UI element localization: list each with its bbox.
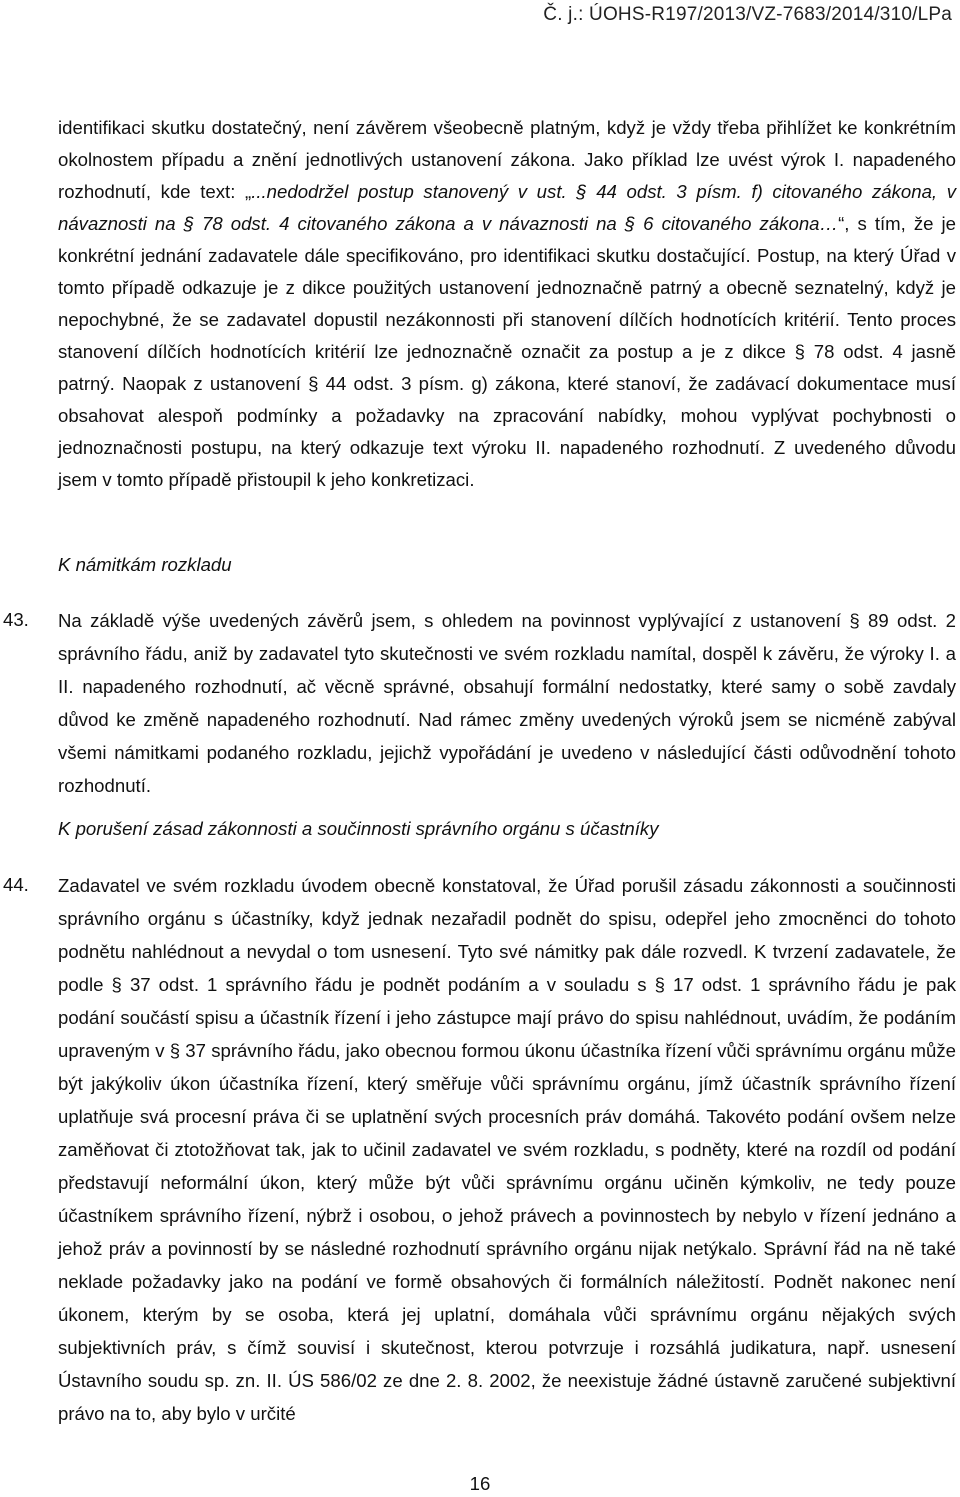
paragraph-number: 43. [3, 609, 29, 630]
document-reference-header: Č. j.: ÚOHS-R197/2013/VZ-7683/2014/310/LPa [543, 4, 952, 25]
page-number: 16 [469, 1473, 491, 1494]
intro-text-part-3: “, s tím, že je konkrétní jednání zadavatele dále specifikováno, pro identifikaci skutku dostačující. Postup, na který Úřad v tomto případě odkazuje je z dikce použitých ustanovení jednoznačně patrný a obecně seznatelný, když je nepochybné, že se zadavatel dopustil nezákonnosti při stanovení dílčích hodnotících kritérií. Tento proces stanovení dílčích hodnotících kritérií lze jednoznačně označit za postup a je z dikce § 78 odst. 4 jasně patrný. Naopak z ustanovení § 44 odst. 3 písm. g) zákona, které stanoví, že zadávací dokumentace musí obsahovat alespoň podmínky a požadavky na zpracování nabídky, mohou vyplývat pochybnosti o jednoznačnosti postupu, na který odkazuje text výroku II. napadeného rozhodnutí. Z uvedeného důvodu jsem v tomto případě přistoupil k jeho konkretizaci. [58, 213, 956, 490]
paragraph-text: Zadavatel ve svém rozkladu úvodem obecně konstatoval, že Úřad porušil zásadu zákonnosti a součinnosti správního orgánu s účastníky, když jednak nezařadil podnět do spisu, odepřel jeho zmocněnci do tohoto podnětu nahlédnout a nevydal o tom usnesení. Tyto své námitky pak dále rozvedl. K tvrzení zadavatele, že podle § 37 odst. 1 správního řádu je podnět podáním a v souladu s § 17 odst. 1 správního řádu je pak podání součástí spisu a účastník řízení i jeho zástupce mají právo do spisu nahlédnout, uvádím, že podáním upraveným v § 37 správního řádu, jako obecnou formou úkonu účastníka řízení vůči správnímu orgánu může být jakýkoliv úkon účastníka řízení, který směřuje vůči správnímu orgánu, jímž účastník správního řízení uplatňuje svá procesní práva či se uplatnění svých procesních práv domáhá. Takovéto podání ovšem nelze zaměňovat či ztotožňovat tak, jak to učinil zadavatel ve svém rozkladu, s podněty, které na rozdíl od podání představují neformální úkon, který může být vůči správnímu orgánu učiněn kýmkoliv, ne tedy pouze účastníkem správního řízení, nýbrž i osobou, o jehož právech a povinnostech by nebylo v řízení jednáno a jehož práv a povinností by se následné rozhodnutí správního orgánu nijak netýkalo. Správní řád na ně také neklade požadavky jako na podání ve formě obsahových či formálních náležitostí. Podnět nakonec není úkonem, kterým by se osoba, která jej uplatní, domáhala vůči správnímu orgánu nějakých svých subjektivních práv, s čímž souvisí i skutečnost, kterou potvrzuje i rozsáhlá judikatura, např. usnesení Ústavního soudu sp. zn. II. ÚS 586/02 ze dne 2. 8. 2002, že neexistuje žádné ústavně zaručené subjektivní právo na to, aby bylo v určité [58, 875, 956, 1424]
paragraph-number: 44. [3, 874, 29, 895]
paragraph-text: Na základě výše uvedených závěrů jsem, s ohledem na povinnost vyplývající z ustanovení § 89 odst. 2 správního řádu, aniž by zadavatel tyto skutečnosti ve svém rozkladu namítal, dospěl k závěru, že výroky I. a II. napadeného rozhodnutí, ač věcně správné, obsahují formální nedostatky, které samy o sobě zavdaly důvod ke změně napadeného rozhodnutí. Nad rámec změny uvedených výroků jsem se nicméně zabýval všemi námitkami podaného rozkladu, jejichž vypořádání je uvedeno v následující části odůvodnění tohoto rozhodnutí. [58, 610, 956, 796]
section-heading-principles: K porušení zásad zákonnosti a součinnosti správního orgánu s účastníky [58, 818, 659, 839]
intro-quoted-italic: ...nedodržel postup stanovený v ust. § 44 odst. 3 písm. f) citovaného zákona, v návaznosti na § 78 odst. 4 citovaného zákona a v návaznosti na § 6 citovaného zákona… [58, 181, 956, 234]
intro-paragraph [58, 112, 956, 496]
intro-text-part-1: identifikaci skutku dostatečný, není závěrem všeobecně platným, když je vždy třeba přihlížet ke konkrétním okolnostem případu a znění jednotlivých ustanovení zákona. Jako příklad lze uvést výrok I. napadeného rozhodnutí, kde text: „ [58, 117, 956, 202]
section-heading-objections: K námitkám rozkladu [58, 554, 232, 575]
